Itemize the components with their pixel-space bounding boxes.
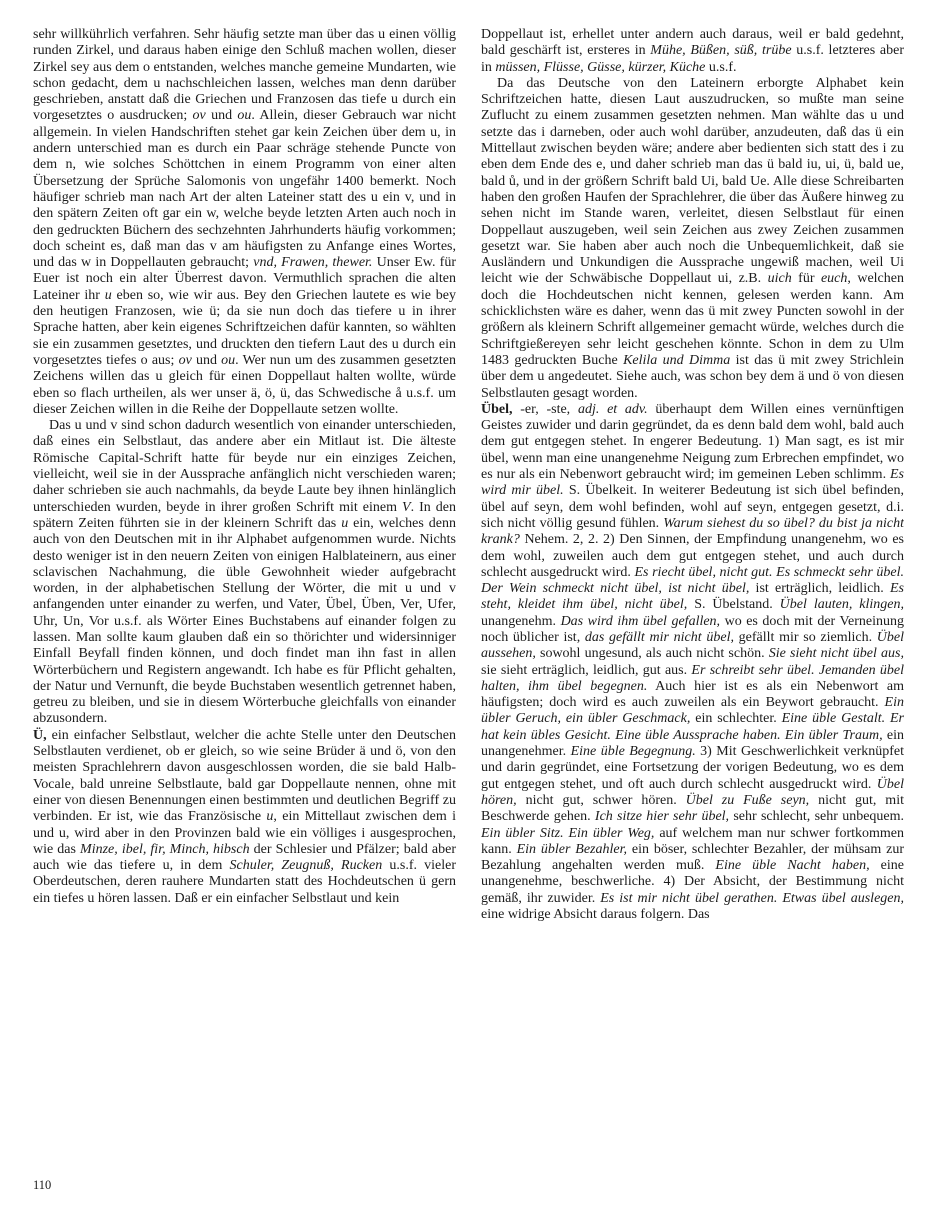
text-run: für: [791, 271, 821, 287]
text-column-right: [481, 27, 904, 923]
page-number: 110: [33, 1178, 52, 1192]
text-run: ist das ü mit zwey Strichlein über dem u angedeutet. Siehe auch, was schon bey dem ä und ö von diesen Selbstlauten gesagt worden.: [481, 352, 904, 401]
paragraph: [33, 728, 456, 907]
italic-run: ov: [192, 108, 206, 124]
text-run: 3) Mit Geschwerlichkeit verknüpfet und darin gegründet, eine Fortsetzung der vorigen Bedeutung, wo es dem gut entgegen stehet, und oft auch durch schlecht ausgedruckt wird.: [481, 744, 904, 792]
italic-run: ov: [178, 352, 192, 368]
headword: Übel,: [481, 401, 513, 417]
italic-run: Übel zu Fuße seyn,: [685, 792, 810, 808]
text-run: . Wer nun um des zusammen gesetzten Zeichens willen das u gleich für einen Doppellaut halten wollte, würde eben so flach urtheilen, als wer unser ä, ö, ü, das Schwedische å u.s.f. um dieser Zeichen willen in die Reihe der Doppellaute setzen wollte.: [33, 352, 456, 417]
text-run: . Allein, dieser Gebrauch war nicht allgemein. In vielen Handschriften stehet gar kein Zeichen über dem u, in andern unterschied man es durch ein Paar schräge stehende Puncte von dem n, wie solches Schöttchen in einem Programm von einer alten Übersetzung der Sprüche Salomonis von ungefähr 1400 bemerkt. Noch häufiger schrieb man nach Art der alten Lateiner statt des u ein v, und in den spätern Zeiten oft gar ein w, welche beyde letzten Arten auch noch in den gedruckten Büchern des sechzehnten Jahrhunderts häufig vorkommen; doch scheint es, daß man das v am häufigsten zu Anfange eines Wortes, und das w in Doppellauten gebraucht;: [33, 108, 456, 271]
italic-run: vnd, Frawen, thewer.: [253, 255, 373, 271]
italic-run: u: [104, 287, 112, 303]
italic-run: Übel lauten, klingen,: [779, 597, 904, 613]
text-run: nicht gut, mit Beschwerde gehen.: [481, 792, 904, 825]
text-run: unangenehm.: [481, 613, 561, 629]
text-run: S. Übelkeit. In weiterer Bedeutung ist sich übel befinden, übel auf seyn, dem wohl befinden, wohl auf seyn, entgegen gesetzt, d.i. sich nicht völlig gesund fühlen.: [481, 483, 904, 531]
italic-run: u: [341, 515, 349, 531]
italic-run: u: [266, 809, 274, 825]
paragraph: [481, 27, 904, 76]
italic-run: Ein übler Geruch, ein übler Geschmack,: [481, 695, 904, 727]
italic-run: müssen, Flüsse, Güsse, kürzer, Küche: [495, 59, 706, 75]
italic-run: V: [402, 499, 411, 515]
paragraph: [481, 76, 904, 402]
text-run: auf welchem man nur schwer fortkommen kann.: [481, 825, 904, 857]
italic-run: Minze, ibel, fir, Minch, hibsch: [80, 841, 250, 857]
headword: Ü,: [33, 727, 47, 743]
text-run: und: [205, 108, 238, 124]
text-run: wo es doch mit der Verneinung noch üblicher ist,: [481, 613, 904, 645]
text-run: Das u und v sind schon dadurch wesentlich von einander unterschieden, daß eines ein Selbstlaut, das andere aber ein Mitlaut ist. Die älteste Römische Capital-Schrift hatte für beyde nur ein einziges Zeichen, vielleicht, weil sie in der Aussprache anfänglich nicht verschieden waren; daher schrieben sie auch nachmahls, da beyde Laute bey ihnen hinlänglich unterschieden wurden, beyde in ihrer großen Schrift mit einem: [33, 418, 456, 515]
text-run: u.s.f. letzteres aber in: [481, 43, 904, 75]
text-run: sehr schlecht, sehr unbequem.: [729, 809, 904, 825]
italic-run: Ein übler Sitz. Ein übler Weg,: [481, 825, 655, 841]
text-column-left: [33, 27, 456, 907]
italic-run: Eine üble Begegnung.: [570, 744, 696, 760]
text-run: S. Übelstand.: [687, 597, 780, 613]
text-run: eben so, wie wir aus. Bey den Griechen lautete es wie bey den heutigen Franzosen, wie ü; da sie nun doch das tiefere u in ihrer Sprache hatten, aber kein eigenes Schriftzeichen dafür kannten, so wählten sie ein zusammen gesetztes, und druckten den tiefern Laut des u durch ein vorgesetztes tiefes o aus;: [33, 287, 456, 368]
text-run: eine widrige Absicht daraus folgern. Das: [481, 907, 710, 923]
text-run: ein, welches denn auch von den Deutschen mit in ihr Alphabet aufgenommen wurde. Nichts desto weniger ist in den neuern Zeiten von einigen Halblateinern, aus einer sclavischen Nachahmung, die üble Gewohnheit wieder aufgebracht worden, in der alphabetischen Stellung der Wörter, die mit u und v anfangenden unter einander zu werfen, und Vater, Übel, Üben, Ver, Ufer, Uhr, Un, Vor u.s.f. als Wörter Eines Buchstabens auf einander folgen zu lassen. Man sollte kaum glauben daß ein so thörichter und widersinniger Einfall Beyfall finden können, und doch findet man ihn fast in allen Wörterbüchern und Registern angewandt. Ich habe es für Pflicht gehalten, der Natur und Vernunft, die beyde Buchstaben wesentlich getrennet haben, getreu zu bleiben, und sie in diesem Wörterbuche gleichfalls von einander abzusondern.: [33, 515, 456, 727]
text-run: Unser Ew. für Euer ist noch ein alter Überrest davon. Vermuthlich sprachen die alten Lateiner ihr: [33, 255, 456, 303]
italic-run: Kelila und Dimma: [623, 352, 731, 368]
text-run: , ein Mittellaut zwischen dem i und u, wird aber in den Provinzen bald wie ein völliges i ausgesprochen, wie das: [33, 809, 456, 857]
text-run: u.s.f.: [705, 59, 737, 75]
paragraph: [33, 418, 456, 728]
italic-run: Schuler, Zeugnuß, Rucken: [229, 858, 383, 874]
italic-run: das gefällt mir nicht übel,: [584, 629, 734, 645]
paragraph: [33, 27, 456, 418]
italic-run: Übel aussehen,: [481, 629, 904, 662]
text-run: ein schlechter.: [690, 711, 782, 727]
italic-run: Übel hören,: [481, 776, 904, 808]
italic-run: ou: [221, 352, 236, 368]
italic-run: Das wird ihm übel gefallen,: [560, 613, 721, 629]
text-run: , welchen doch die Hochdeutschen nicht kennen, gelesen werden kann. Am schicklichsten wäre es daher, wenn das ü mit zwey Puncten sowohl in der größern als kleinern Schrift allgemeiner gemacht würde, welches durch die Schriftgießereyen sehr leicht geschehen könnte. Schon in dem zu Ulm 1483 gedruckten Buche: [481, 271, 904, 368]
italic-run: Es steht, kleidet ihm übel, nicht übel,: [481, 581, 904, 613]
text-run: ein einfacher Selbstlaut, welcher die achte Stelle unter den Deutschen Selbstlauten verdienet, ob er gleich, so wie seine Brüder ä und ö, von den meisten Sprachlehrern davon ausgeschlossen worden, die sie bald Halb-Vocale, bald unreine Selbstlaute, bald gar Doppellaute nennen, ohne mit einer von diesen Benennungen einen bestimmten und deutlichen Begriff zu verbinden. Er ist, wie das Französische: [33, 727, 456, 825]
italic-run: Es wird mir übel.: [481, 467, 904, 499]
text-run: Doppellaut ist, erhellet unter andern auch daraus, weil er bald gedehnt, bald geschärft ist, ersteres in: [481, 27, 904, 59]
text-run: sehr willkührlich verfahren. Sehr häufig setzte man über das u einen völlig runden Zirkel, und daraus haben einige den Schluß machen wollen, dieser Zirkel sey aus dem o entstanden, welches manche gemeine Mundarten, wie schon gedacht, dem u nachschleichen lassen, welches man denn darüber geschrieben, anstatt daß die Griechen und Franzosen das tiefe u durch ein vorgesetztes o ausdrucken;: [33, 27, 456, 124]
text-run: ein unangenehmer.: [481, 727, 904, 760]
italic-run: Eine üble Gestalt. Er hat kein übles Gesicht. Eine üble Aussprache haben. Ein übler Traum,: [481, 711, 904, 743]
text-run: . In den spätern Zeiten führten sie in der kleinern Schrift das: [33, 499, 456, 531]
text-run: und: [191, 352, 222, 368]
italic-run: Ich sitze hier sehr übel,: [594, 809, 730, 825]
text-run: ein böser, schlechter Bezahler, der mühsam zur Bezahlung angehalten werden muß.: [481, 841, 904, 874]
text-run: Auch hier ist es als ein Nebenwort am häufigsten; doch wird es auch zuweilen als ein Beywort gebraucht.: [481, 678, 904, 711]
text-run: überhaupt dem Willen eines vernünftigen Geistes zuwider und darin gegründet, da es denn bald dem wohl, bald auch dem gut entgegen stehet. In engerer Bedeutung. 1) Man sagt, es ist mir übel, wenn man eine unangenehme Neigung zum Erbrechen empfindet, wo es nur als ein Nebenwort gebraucht wird; im gemeinen Leben schlimm.: [481, 401, 904, 483]
text-run: Nehem. 2, 2. 2) Den Sinnen, der Empfindung unangenehm, wo es dem wohl, zuweilen auch dem gut entgegen stehet, und auch durch schlecht ausgedruckt wird.: [481, 532, 904, 580]
text-run: gefällt mir so ziemlich.: [733, 629, 877, 645]
italic-run: euch: [820, 271, 848, 287]
italic-run: Es ist mir nicht übel gerathen. Etwas übel auslegen,: [600, 890, 904, 906]
italic-run: uich: [767, 271, 792, 287]
italic-run: Eine üble Nacht haben,: [715, 858, 870, 874]
italic-run: Mühe, Büßen, süß, trübe: [650, 43, 792, 59]
italic-run: Es riecht übel, nicht gut. Es schmeckt sehr übel. Der Wein schmeckt nicht übel, ist nicht übel,: [481, 564, 904, 597]
italic-run: adj. et adv.: [577, 401, 648, 417]
text-run: eine unangenehme, beschwerliche. 4) Der Absicht, der Bestimmung nicht gemäß, ihr zuwider.: [481, 858, 904, 906]
paragraph: [481, 402, 904, 924]
italic-run: Warum siehest du so übel? du bist ja nicht krank?: [481, 515, 904, 548]
italic-run: Sie sieht nicht übel aus,: [768, 646, 904, 662]
italic-run: Ein übler Bezahler,: [516, 841, 627, 857]
text-run: Da das Deutsche von den Lateinern erborgte Alphabet kein Schriftzeichen hatte, diesen Laut auszudrucken, so mußte man seine Zuflucht zu einem zusammen gesetzten nehmen. Man wählte das u und setzte das i darneben, oder auch wohl darüber, anzudeuten, daß das ü ein Mittellaut zwischen beyden wäre; andere aber bedienten sich statt des i zu eben dem Ende des e, und daher schrieb man das ü bald iu, ui, ü, bald ue, bald ů, und in der größern Schrift bald Ui, bald Ue. Alle diese Schreibarten haben den großen Haufen der Sprachlehrer, die über das Äußere hinweg zu sehen nicht im Stande waren, verleitet, diesen Selbstlaut für einen Doppellaut auszugeben, weil sein Zeichen aus zwey Zeichen zusammen gesetzt war. Sie haben aber auch noch die Unbequemlichkeit, daß sie Ausländern und Unkundigen die Aussprache ungewiß machen, weil Ui leicht wie der Schwäbische Doppellaut ui, z.B.: [481, 75, 904, 287]
text-run: ist erträglich, leidlich.: [749, 581, 890, 597]
italic-run: Er schreibt sehr übel. Jemanden übel halten, ihm übel begegnen.: [481, 662, 904, 694]
text-run: sowohl ungesund, als auch nicht schön.: [535, 646, 769, 662]
italic-run: ou: [237, 108, 252, 124]
text-run: -er, -ste,: [512, 401, 578, 417]
text-run: sie sieht erträglich, leidlich, gut aus.: [481, 662, 692, 678]
text-run: u.s.f. vieler Oberdeutschen, deren rauhere Mundarten statt des Hochdeutschen ü gern ein tiefes u hören lassen. Daß er ein einfacher Selbstlaut und kein: [33, 858, 456, 906]
text-run: nicht gut, schwer hören.: [516, 792, 686, 808]
text-run: der Schlesier und Pfälzer; bald aber auch wie das tiefere u, in dem: [33, 841, 456, 874]
